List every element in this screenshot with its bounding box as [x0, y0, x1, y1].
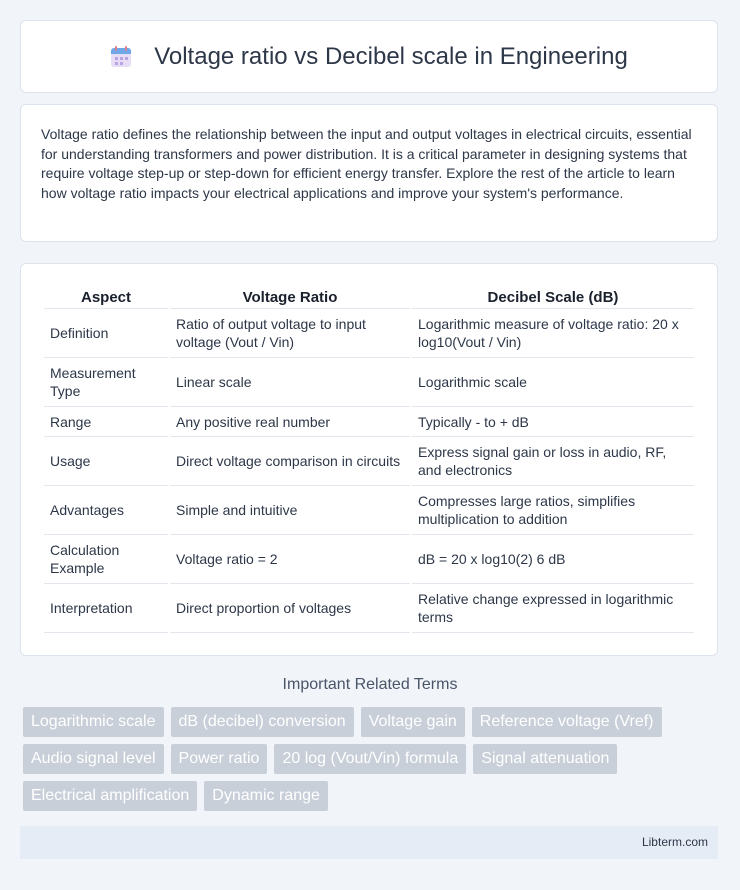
cell-voltage-ratio: Voltage ratio = 2	[170, 535, 410, 584]
intro-card	[20, 104, 718, 242]
cell-decibel: Logarithmic scale	[412, 358, 694, 407]
cell-voltage-ratio: Direct proportion of voltages	[170, 584, 410, 633]
calendar-icon	[110, 46, 132, 68]
table-row	[44, 486, 694, 535]
tag-reference-voltage[interactable]: Reference voltage (Vref)	[472, 707, 662, 737]
footer-site-link[interactable]: Libterm.com	[641, 835, 708, 849]
header-aspect: Aspect	[44, 286, 168, 309]
cell-decibel: Relative change expressed in logarithmic terms	[412, 584, 694, 633]
intro-paragraph: Voltage ratio defines the relationship between the input and output voltages in electrical circuits, essential for understanding transformers and power distribution. It is a critical parameter in designing systems that require voltage step-up or step-down for efficient energy transfer. Explore the rest of the article to learn how voltage ratio impacts your electrical applications and improve your system's performance.	[41, 126, 692, 201]
cell-decibel: Typically - to + dB	[412, 407, 694, 437]
tag-signal-attenuation[interactable]: Signal attenuation	[473, 744, 617, 774]
tag-logarithmic-scale[interactable]: Logarithmic scale	[23, 707, 164, 737]
tag-power-ratio[interactable]: Power ratio	[171, 744, 268, 774]
tag-dynamic-range[interactable]: Dynamic range	[204, 781, 328, 811]
cell-decibel: Logarithmic measure of voltage ratio: 20 x log10(Vout / Vin)	[412, 309, 694, 358]
tag-electrical-amplification[interactable]: Electrical amplification	[23, 781, 197, 811]
cell-voltage-ratio: Linear scale	[170, 358, 410, 407]
cell-aspect: Range	[44, 407, 168, 437]
cell-aspect: Measurement Type	[44, 358, 168, 407]
header-decibel-scale: Decibel Scale (dB)	[412, 286, 694, 309]
cell-aspect: Usage	[44, 437, 168, 486]
cell-voltage-ratio: Simple and intuitive	[170, 486, 410, 535]
table-row	[44, 535, 694, 584]
cell-decibel: Express signal gain or loss in audio, RF, and electronics	[412, 437, 694, 486]
cell-aspect: Advantages	[44, 486, 168, 535]
tag-voltage-gain[interactable]: Voltage gain	[361, 707, 465, 737]
cell-voltage-ratio: Ratio of output voltage to input voltage (Vout / Vin)	[170, 309, 410, 358]
comparison-table-card	[20, 263, 718, 656]
cell-aspect: Definition	[44, 309, 168, 358]
table-row	[44, 407, 694, 437]
cell-aspect: Interpretation	[44, 584, 168, 633]
tag-audio-signal-level[interactable]: Audio signal level	[23, 744, 164, 774]
tag-db-conversion[interactable]: dB (decibel) conversion	[171, 707, 354, 737]
header-voltage-ratio: Voltage Ratio	[170, 286, 410, 309]
related-terms-title: Important Related Terms	[282, 676, 458, 693]
cell-decibel: dB = 20 x log10(2) 6 dB	[412, 535, 694, 584]
comparison-table	[42, 286, 696, 633]
title-card	[20, 20, 718, 93]
tag-20-log-formula[interactable]: 20 log (Vout/Vin) formula	[274, 744, 466, 774]
table-row	[44, 358, 694, 407]
cell-voltage-ratio: Direct voltage comparison in circuits	[170, 437, 410, 486]
cell-aspect: Calculation Example	[44, 535, 168, 584]
cell-decibel: Compresses large ratios, simplifies multiplication to addition	[412, 486, 694, 535]
table-header-row	[44, 286, 694, 309]
related-terms-list	[23, 707, 723, 818]
footer	[20, 826, 718, 859]
cell-voltage-ratio: Any positive real number	[170, 407, 410, 437]
table-row	[44, 437, 694, 486]
table-row	[44, 584, 694, 633]
table-row	[44, 309, 694, 358]
page-title: Voltage ratio vs Decibel scale in Engineering	[154, 42, 628, 70]
